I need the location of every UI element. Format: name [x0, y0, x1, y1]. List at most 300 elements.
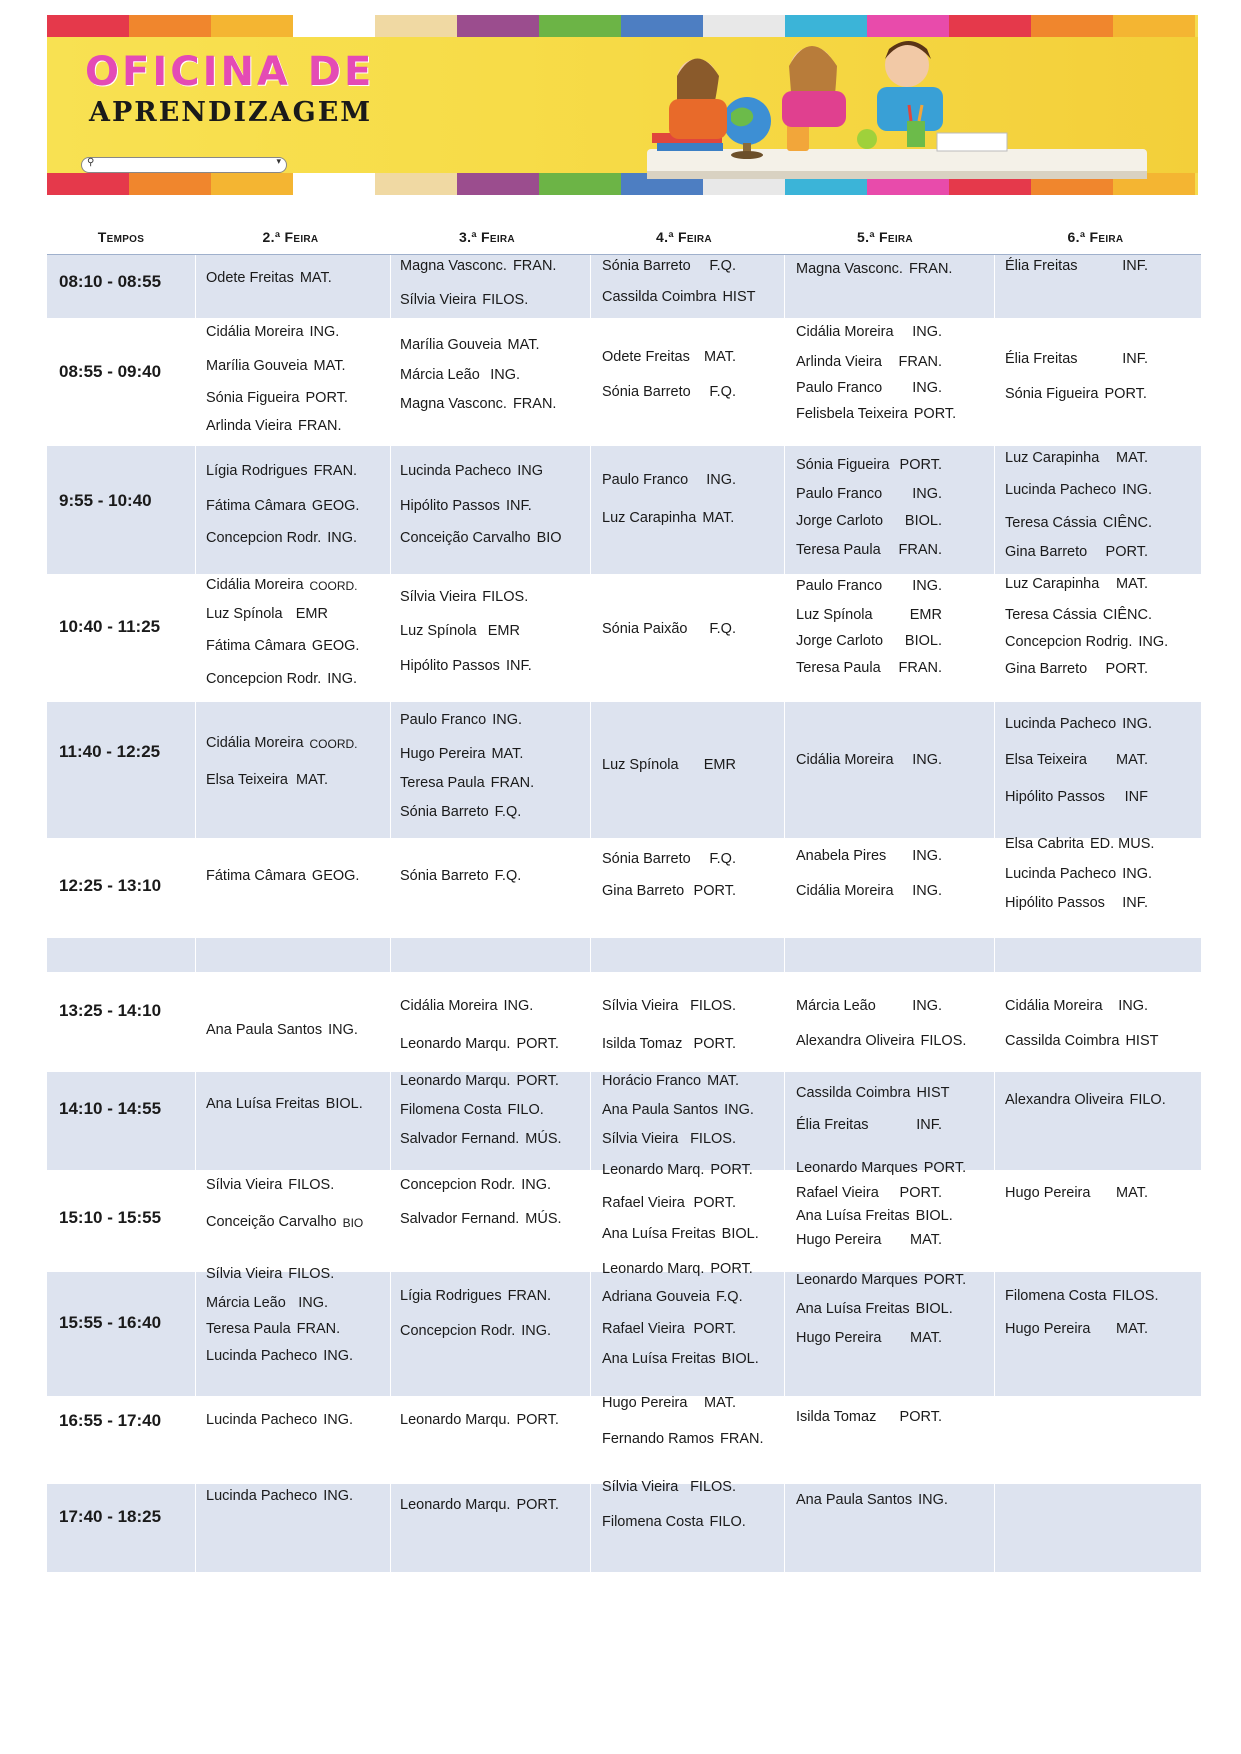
teacher-name: Márcia Leão — [400, 367, 480, 383]
teacher-name: Gina Barreto — [1005, 544, 1088, 560]
subject-code: MAT. — [702, 510, 735, 526]
teacher-name: Cidália Moreira — [796, 324, 894, 340]
subject-code: F.Q. — [716, 1289, 743, 1305]
header-divider — [47, 254, 1201, 255]
subject-code: FILOS. — [690, 1479, 736, 1495]
teacher-name: Isilda Tomaz — [796, 1409, 877, 1425]
teacher-name: Luz Spínola — [602, 757, 679, 773]
header-6a-feira: 6.ª Feira — [1067, 229, 1124, 245]
teacher-name: Paulo Franco — [400, 712, 487, 728]
subject-code: F.Q. — [494, 868, 522, 884]
subject-code: FILOS. — [920, 1033, 967, 1049]
teacher-name: Lucinda Pacheco — [206, 1412, 318, 1428]
teacher-name: Concepcion Rodr. — [400, 1323, 516, 1339]
teacher-name: Conceição Carvalho — [206, 1214, 337, 1230]
teacher-name: Leonardo Marques — [796, 1160, 918, 1176]
teacher-name: Magna Vasconc. — [400, 258, 507, 274]
subject-code: FILO. — [1129, 1092, 1166, 1108]
book-spine — [375, 173, 457, 195]
subject-code: PORT. — [305, 390, 348, 406]
teacher-name: Fátima Câmara — [206, 638, 306, 654]
column-divider — [390, 255, 391, 1572]
book-spine — [457, 15, 539, 37]
book-spine — [47, 15, 129, 37]
subject-code: EMR — [703, 757, 736, 773]
teacher-name: Hipólito Passos — [1005, 895, 1105, 911]
time-slot: 12:25 - 13:10 — [59, 876, 162, 895]
subject-code: ING. — [912, 883, 942, 899]
teacher-name: Hugo Pereira — [1005, 1185, 1091, 1201]
teacher-name: Ana Paula Santos — [602, 1102, 719, 1118]
teacher-name: Cidália Moreira — [206, 577, 304, 593]
teacher-name: Cidália Moreira — [400, 998, 498, 1014]
teacher-name: Concepcion Rodrig. — [1005, 634, 1133, 650]
students-illustration — [607, 21, 1167, 191]
time-slot: 15:10 - 15:55 — [59, 1208, 162, 1227]
subject-code: INF. — [505, 498, 532, 514]
teacher-name: Ana Luísa Freitas — [796, 1208, 910, 1224]
header-3a-feira: 3.ª Feira — [459, 229, 515, 245]
time-slot: 10:40 - 11:25 — [59, 617, 161, 636]
book-spine — [47, 173, 129, 195]
subject-code: F.Q. — [709, 851, 736, 867]
teacher-name: Filomena Costa — [602, 1514, 704, 1530]
teacher-name: Alexandra Oliveira — [1005, 1092, 1124, 1108]
teacher-name: Élia Freitas — [1005, 351, 1078, 367]
subject-code: INF. — [1122, 351, 1148, 367]
teacher-name: Lucinda Pacheco — [206, 1348, 318, 1364]
teacher-name: Jorge Carloto — [796, 513, 884, 529]
subject-code: GEOG. — [311, 638, 360, 654]
subject-code: FRAN. — [512, 258, 557, 274]
teacher-name: Élia Freitas — [1005, 258, 1078, 274]
teacher-name: Leonardo Marq. — [602, 1261, 705, 1277]
teacher-name: Lígia Rodrigues — [400, 1288, 502, 1304]
teacher-name: Leonardo Marqu. — [400, 1036, 511, 1052]
subject-code: CIÊNC. — [1102, 607, 1153, 623]
teacher-name: Sónia Figueira — [1005, 386, 1099, 402]
subject-code: FRAN. — [898, 660, 942, 676]
subject-code: INF. — [1122, 258, 1148, 274]
teacher-name: Lucinda Pacheco — [1005, 866, 1117, 882]
teacher-name: Odete Freitas — [206, 270, 294, 286]
subject-code: ING. — [323, 1412, 354, 1428]
teacher-name: Filomena Costa — [1005, 1288, 1107, 1304]
teacher-name: Luz Carapinha — [1005, 576, 1100, 592]
teacher-name: Márcia Leão — [796, 998, 876, 1014]
teacher-name: Rafael Vieira — [796, 1185, 879, 1201]
teacher-name: Teresa Paula — [796, 542, 881, 558]
teacher-name: Sílvia Vieira — [206, 1266, 283, 1282]
subject-code: MAT. — [910, 1232, 942, 1248]
teacher-name: Leonardo Marqu. — [400, 1073, 511, 1089]
book-spine — [293, 173, 375, 195]
teacher-name: Odete Freitas — [602, 349, 690, 365]
teacher-name: Cidália Moreira — [796, 883, 894, 899]
time-slot: 14:10 - 14:55 — [59, 1099, 162, 1118]
teacher-name: Teresa Paula — [400, 775, 485, 791]
subject-code: PORT. — [516, 1073, 559, 1089]
subject-code: ING. — [490, 367, 520, 383]
teacher-name: Lucinda Pacheco — [400, 463, 512, 479]
subject-code: HIST — [722, 289, 756, 305]
subject-code: COORD. — [309, 737, 358, 751]
teacher-name: Cassilda Coimbra — [1005, 1033, 1120, 1049]
column-divider — [784, 255, 785, 1572]
subject-code: BIOL. — [904, 513, 942, 529]
subject-code: BIOL. — [904, 633, 942, 649]
break-row — [47, 938, 1201, 972]
teacher-name: Sílvia Vieira — [206, 1177, 283, 1193]
teacher-name: Paulo Franco — [796, 578, 883, 594]
book-spine — [211, 173, 293, 195]
subject-code: BIOL. — [721, 1351, 759, 1367]
chevron-down-icon: ▾ — [276, 156, 281, 166]
subject-code: PORT. — [693, 883, 736, 899]
subject-code: PORT. — [1105, 661, 1148, 677]
teacher-name: Sílvia Vieira — [400, 589, 477, 605]
teacher-name: Sílvia Vieira — [602, 1479, 679, 1495]
subject-code: FILOS. — [482, 589, 529, 605]
teacher-name: Sílvia Vieira — [400, 292, 477, 308]
time-slot: 16:55 - 17:40 — [59, 1411, 162, 1430]
teacher-name: Rafael Vieira — [602, 1321, 685, 1337]
subject-code: ING — [517, 463, 544, 479]
subject-code: GEOG. — [311, 868, 360, 884]
subject-code: MAT. — [1116, 752, 1148, 768]
subject-code: MAT. — [1116, 450, 1148, 466]
teacher-name: Luz Spínola — [796, 607, 873, 623]
header-2a-feira: 2.ª Feira — [262, 229, 319, 245]
subject-code: PORT. — [899, 457, 942, 473]
teacher-name: Teresa Cássia — [1005, 515, 1097, 531]
banner-title-line1: OFICINA DE — [85, 49, 375, 95]
teacher-name: Cassilda Coimbra — [602, 289, 717, 305]
subject-code: FRAN. — [720, 1431, 764, 1447]
subject-code: FILOS. — [482, 292, 529, 308]
subject-code: PORT. — [693, 1195, 736, 1211]
subject-code: ING. — [1122, 716, 1153, 732]
subject-code: FRAN. — [898, 354, 942, 370]
teacher-name: Elsa Cabrita — [1005, 836, 1084, 852]
teacher-name: Sílvia Vieira — [602, 1131, 679, 1147]
subject-code: INF — [1124, 789, 1148, 805]
subject-code: ING. — [1138, 634, 1169, 650]
book-spine — [211, 15, 293, 37]
time-slot: 17:40 - 18:25 — [59, 1507, 162, 1526]
teacher-name: Concepcion Rodr. — [206, 530, 322, 546]
teacher-name: Cidália Moreira — [206, 324, 304, 340]
teacher-name: Ana Luísa Freitas — [602, 1226, 716, 1242]
header-4a-feira: 4.ª Feira — [656, 229, 712, 245]
subject-code: EMR — [487, 623, 520, 639]
teacher-name: Fátima Câmara — [206, 498, 306, 514]
teacher-name: Horácio Franco — [602, 1073, 702, 1089]
subject-code: COORD. — [309, 579, 358, 593]
subject-code: MAT. — [507, 337, 540, 353]
subject-code: FRAN. — [512, 396, 557, 412]
subject-code: MAT. — [704, 1395, 736, 1411]
teacher-name: Luz Carapinha — [602, 510, 697, 526]
column-divider — [994, 255, 995, 1572]
subject-code: PORT. — [516, 1036, 559, 1052]
teacher-name: Hugo Pereira — [796, 1232, 882, 1248]
teacher-name: Paulo Franco — [796, 486, 883, 502]
teacher-name: Magna Vasconc. — [796, 261, 903, 277]
teacher-name: Hugo Pereira — [602, 1395, 688, 1411]
subject-code: ING. — [724, 1102, 754, 1118]
subject-code: FRAN. — [898, 542, 942, 558]
subject-code: ING. — [503, 998, 534, 1014]
teacher-name: Hipólito Passos — [400, 658, 500, 674]
teacher-name: Ana Luísa Freitas — [602, 1351, 716, 1367]
teacher-name: Lucinda Pacheco — [206, 1488, 318, 1504]
teacher-name: Cassilda Coimbra — [796, 1085, 911, 1101]
subject-code: FILOS. — [690, 998, 736, 1014]
subject-code: ING. — [309, 324, 340, 340]
teacher-name: Hugo Pereira — [796, 1330, 882, 1346]
book-spine — [457, 173, 539, 195]
teacher-name: Lucinda Pacheco — [1005, 716, 1117, 732]
subject-code: FILO. — [709, 1514, 746, 1530]
teacher-name: Cidália Moreira — [206, 735, 304, 751]
subject-code: FRAN. — [313, 463, 358, 479]
teacher-name: Marília Gouveia — [400, 337, 502, 353]
subject-code: INF. — [1122, 895, 1148, 911]
search-icon: ⚲ — [87, 157, 95, 168]
teacher-name: Leonardo Marques — [796, 1272, 918, 1288]
teacher-name: Sónia Paixão — [602, 621, 688, 637]
teacher-name: Hipólito Passos — [400, 498, 500, 514]
teacher-name: Hipólito Passos — [1005, 789, 1105, 805]
time-slot: 11:40 - 12:25 — [59, 742, 161, 761]
subject-code: FILOS. — [1112, 1288, 1159, 1304]
subject-code: ING. — [521, 1177, 552, 1193]
teacher-name: Sónia Figueira — [796, 457, 890, 473]
subject-code: MAT. — [707, 1073, 740, 1089]
subject-code: ING. — [323, 1348, 354, 1364]
column-divider — [195, 255, 196, 1572]
subject-code: MAT. — [1116, 576, 1148, 592]
subject-code: MÚS. — [525, 1211, 562, 1227]
search-box[interactable] — [81, 157, 287, 173]
book-spine — [129, 15, 211, 37]
subject-code: GEOG. — [311, 498, 360, 514]
subject-code: ING. — [327, 530, 358, 546]
subject-code: ING. — [1122, 482, 1153, 498]
time-slot: 9:55 - 10:40 — [59, 491, 152, 510]
book-spine — [129, 173, 211, 195]
subject-code: F.Q. — [494, 804, 522, 820]
subject-code: FILO. — [507, 1102, 544, 1118]
subject-code: MAT. — [910, 1330, 942, 1346]
subject-code: F.Q. — [709, 621, 736, 637]
subject-code: ING. — [492, 712, 523, 728]
teacher-name: Élia Freitas — [796, 1117, 869, 1133]
teacher-name: Magna Vasconc. — [400, 396, 507, 412]
book-spine — [375, 15, 457, 37]
teacher-name: Sónia Barreto — [400, 804, 489, 820]
header-5a-feira: 5.ª Feira — [857, 229, 913, 245]
subject-code: PORT. — [693, 1321, 736, 1337]
teacher-name: Concepcion Rodr. — [206, 671, 322, 687]
subject-code: PORT. — [899, 1185, 942, 1201]
subject-code: EMR — [909, 607, 942, 623]
subject-code: ING. — [521, 1323, 552, 1339]
header-banner — [47, 15, 1198, 195]
subject-code: PORT. — [693, 1036, 736, 1052]
teacher-name: Anabela Pires — [796, 848, 887, 864]
subject-code: ING. — [912, 380, 942, 396]
teacher-name: Ana Paula Santos — [796, 1492, 913, 1508]
time-slot: 13:25 - 14:10 — [59, 1001, 162, 1020]
subject-code: PORT. — [923, 1160, 967, 1176]
subject-code: ING. — [912, 324, 942, 340]
teacher-name: Salvador Fernand. — [400, 1211, 520, 1227]
teacher-name: Elsa Teixeira — [206, 772, 288, 788]
subject-code: ING. — [706, 472, 736, 488]
teacher-name: Marília Gouveia — [206, 358, 308, 374]
teacher-name: Ana Luísa Freitas — [206, 1096, 320, 1112]
subject-code: PORT. — [899, 1409, 942, 1425]
subject-code: INF. — [505, 658, 532, 674]
teacher-name: Gina Barreto — [1005, 661, 1088, 677]
subject-code: BIOL. — [325, 1096, 363, 1112]
subject-code: ING. — [323, 1488, 354, 1504]
subject-code: PORT. — [710, 1261, 753, 1277]
subject-code: BIOL. — [915, 1208, 953, 1224]
subject-code: FRAN. — [908, 261, 953, 277]
teacher-name: Ana Paula Santos — [206, 1022, 323, 1038]
subject-code: BIO — [536, 530, 562, 546]
subject-code: ING. — [912, 578, 942, 594]
teacher-name: Luz Carapinha — [1005, 450, 1100, 466]
subject-code: BIOL. — [721, 1226, 759, 1242]
subject-code: FRAN. — [297, 418, 342, 434]
teacher-name: Cidália Moreira — [796, 752, 894, 768]
subject-code: PORT. — [516, 1412, 559, 1428]
teacher-name: Alexandra Oliveira — [796, 1033, 915, 1049]
teacher-name: Rafael Vieira — [602, 1195, 685, 1211]
subject-code: BIO — [342, 1216, 364, 1230]
teacher-name: Paulo Franco — [796, 380, 883, 396]
book-spine — [293, 15, 375, 37]
column-divider — [590, 255, 591, 1572]
teacher-name: Teresa Cássia — [1005, 607, 1097, 623]
subject-code: INF. — [916, 1117, 942, 1133]
teacher-name: Sónia Barreto — [602, 258, 691, 274]
subject-code: FILOS. — [690, 1131, 736, 1147]
teacher-name: Teresa Paula — [796, 660, 881, 676]
time-slot: 15:55 - 16:40 — [59, 1313, 162, 1332]
teacher-name: Luz Spínola — [400, 623, 477, 639]
subject-code: ING. — [918, 1492, 948, 1508]
teacher-name: Leonardo Marq. — [602, 1162, 705, 1178]
subject-code: F.Q. — [709, 384, 736, 400]
header-tempos: Tempos — [97, 229, 145, 245]
subject-code: ING. — [298, 1295, 328, 1311]
subject-code: MÚS. — [525, 1131, 562, 1147]
teacher-name: Sónia Barreto — [400, 868, 489, 884]
subject-code: ING. — [912, 752, 942, 768]
teacher-name: Arlinda Vieira — [796, 354, 882, 370]
subject-code: MAT. — [491, 746, 524, 762]
subject-code: PORT. — [923, 1272, 967, 1288]
teacher-name: Elsa Teixeira — [1005, 752, 1087, 768]
teacher-name: Teresa Paula — [206, 1321, 291, 1337]
subject-code: BIOL. — [915, 1301, 953, 1317]
subject-code: PORT. — [710, 1162, 753, 1178]
subject-code: ING. — [912, 848, 942, 864]
teacher-name: Salvador Fernand. — [400, 1131, 520, 1147]
teacher-name: Fátima Câmara — [206, 868, 306, 884]
teacher-name: Lucinda Pacheco — [1005, 482, 1117, 498]
teacher-name: Leonardo Marqu. — [400, 1412, 511, 1428]
subject-code: ING. — [912, 486, 942, 502]
teacher-name: Filomena Costa — [400, 1102, 502, 1118]
teacher-name: Cidália Moreira — [1005, 998, 1103, 1014]
subject-code: ING. — [328, 1022, 358, 1038]
subject-code: MAT. — [313, 358, 346, 374]
subject-code: PORT. — [913, 406, 957, 422]
teacher-name: Sónia Figueira — [206, 390, 300, 406]
teacher-name: Concepcion Rodr. — [400, 1177, 516, 1193]
subject-code: MAT. — [299, 270, 332, 286]
teacher-name: Isilda Tomaz — [602, 1036, 683, 1052]
subject-code: MAT. — [1116, 1321, 1148, 1337]
subject-code: FILOS. — [288, 1177, 335, 1193]
teacher-name: Hugo Pereira — [1005, 1321, 1091, 1337]
subject-code: PORT. — [516, 1497, 559, 1513]
subject-code: PORT. — [1104, 386, 1147, 402]
subject-code: HIST — [916, 1085, 950, 1101]
teacher-name: Fernando Ramos — [602, 1431, 715, 1447]
teacher-name: Ana Luísa Freitas — [796, 1301, 910, 1317]
subject-code: ING. — [912, 998, 942, 1014]
subject-code: HIST — [1125, 1033, 1159, 1049]
teacher-name: Felisbela Teixeira — [796, 406, 908, 422]
teacher-name: Paulo Franco — [602, 472, 689, 488]
teacher-name: Conceição Carvalho — [400, 530, 531, 546]
subject-code: EMR — [295, 606, 328, 622]
teacher-name: Sónia Barreto — [602, 851, 691, 867]
teacher-name: Lígia Rodrigues — [206, 463, 308, 479]
subject-code: FRAN. — [507, 1288, 552, 1304]
subject-code: FRAN. — [296, 1321, 341, 1337]
teacher-name: Márcia Leão — [206, 1295, 286, 1311]
subject-code: ING. — [1122, 866, 1153, 882]
time-slot: 08:55 - 09:40 — [59, 362, 162, 381]
teacher-name: Leonardo Marqu. — [400, 1497, 511, 1513]
teacher-name: Sónia Barreto — [602, 384, 691, 400]
banner-title-line2: APRENDIZAGEM — [89, 97, 373, 128]
subject-code: PORT. — [1105, 544, 1148, 560]
subject-code: FRAN. — [490, 775, 535, 791]
subject-code: CIÊNC. — [1102, 515, 1153, 531]
subject-code: ING. — [327, 671, 358, 687]
time-slot: 08:10 - 08:55 — [59, 272, 162, 291]
teacher-name: Arlinda Vieira — [206, 418, 292, 434]
subject-code: MAT. — [1116, 1185, 1148, 1201]
teacher-name: Adriana Gouveia — [602, 1289, 711, 1305]
subject-code: MAT. — [296, 772, 328, 788]
subject-code: FILOS. — [288, 1266, 335, 1282]
subject-code: ING. — [1118, 998, 1148, 1014]
subject-code: ED. MUS. — [1089, 836, 1155, 852]
subject-code: MAT. — [704, 349, 736, 365]
teacher-name: Sílvia Vieira — [602, 998, 679, 1014]
teacher-name: Gina Barreto — [602, 883, 685, 899]
